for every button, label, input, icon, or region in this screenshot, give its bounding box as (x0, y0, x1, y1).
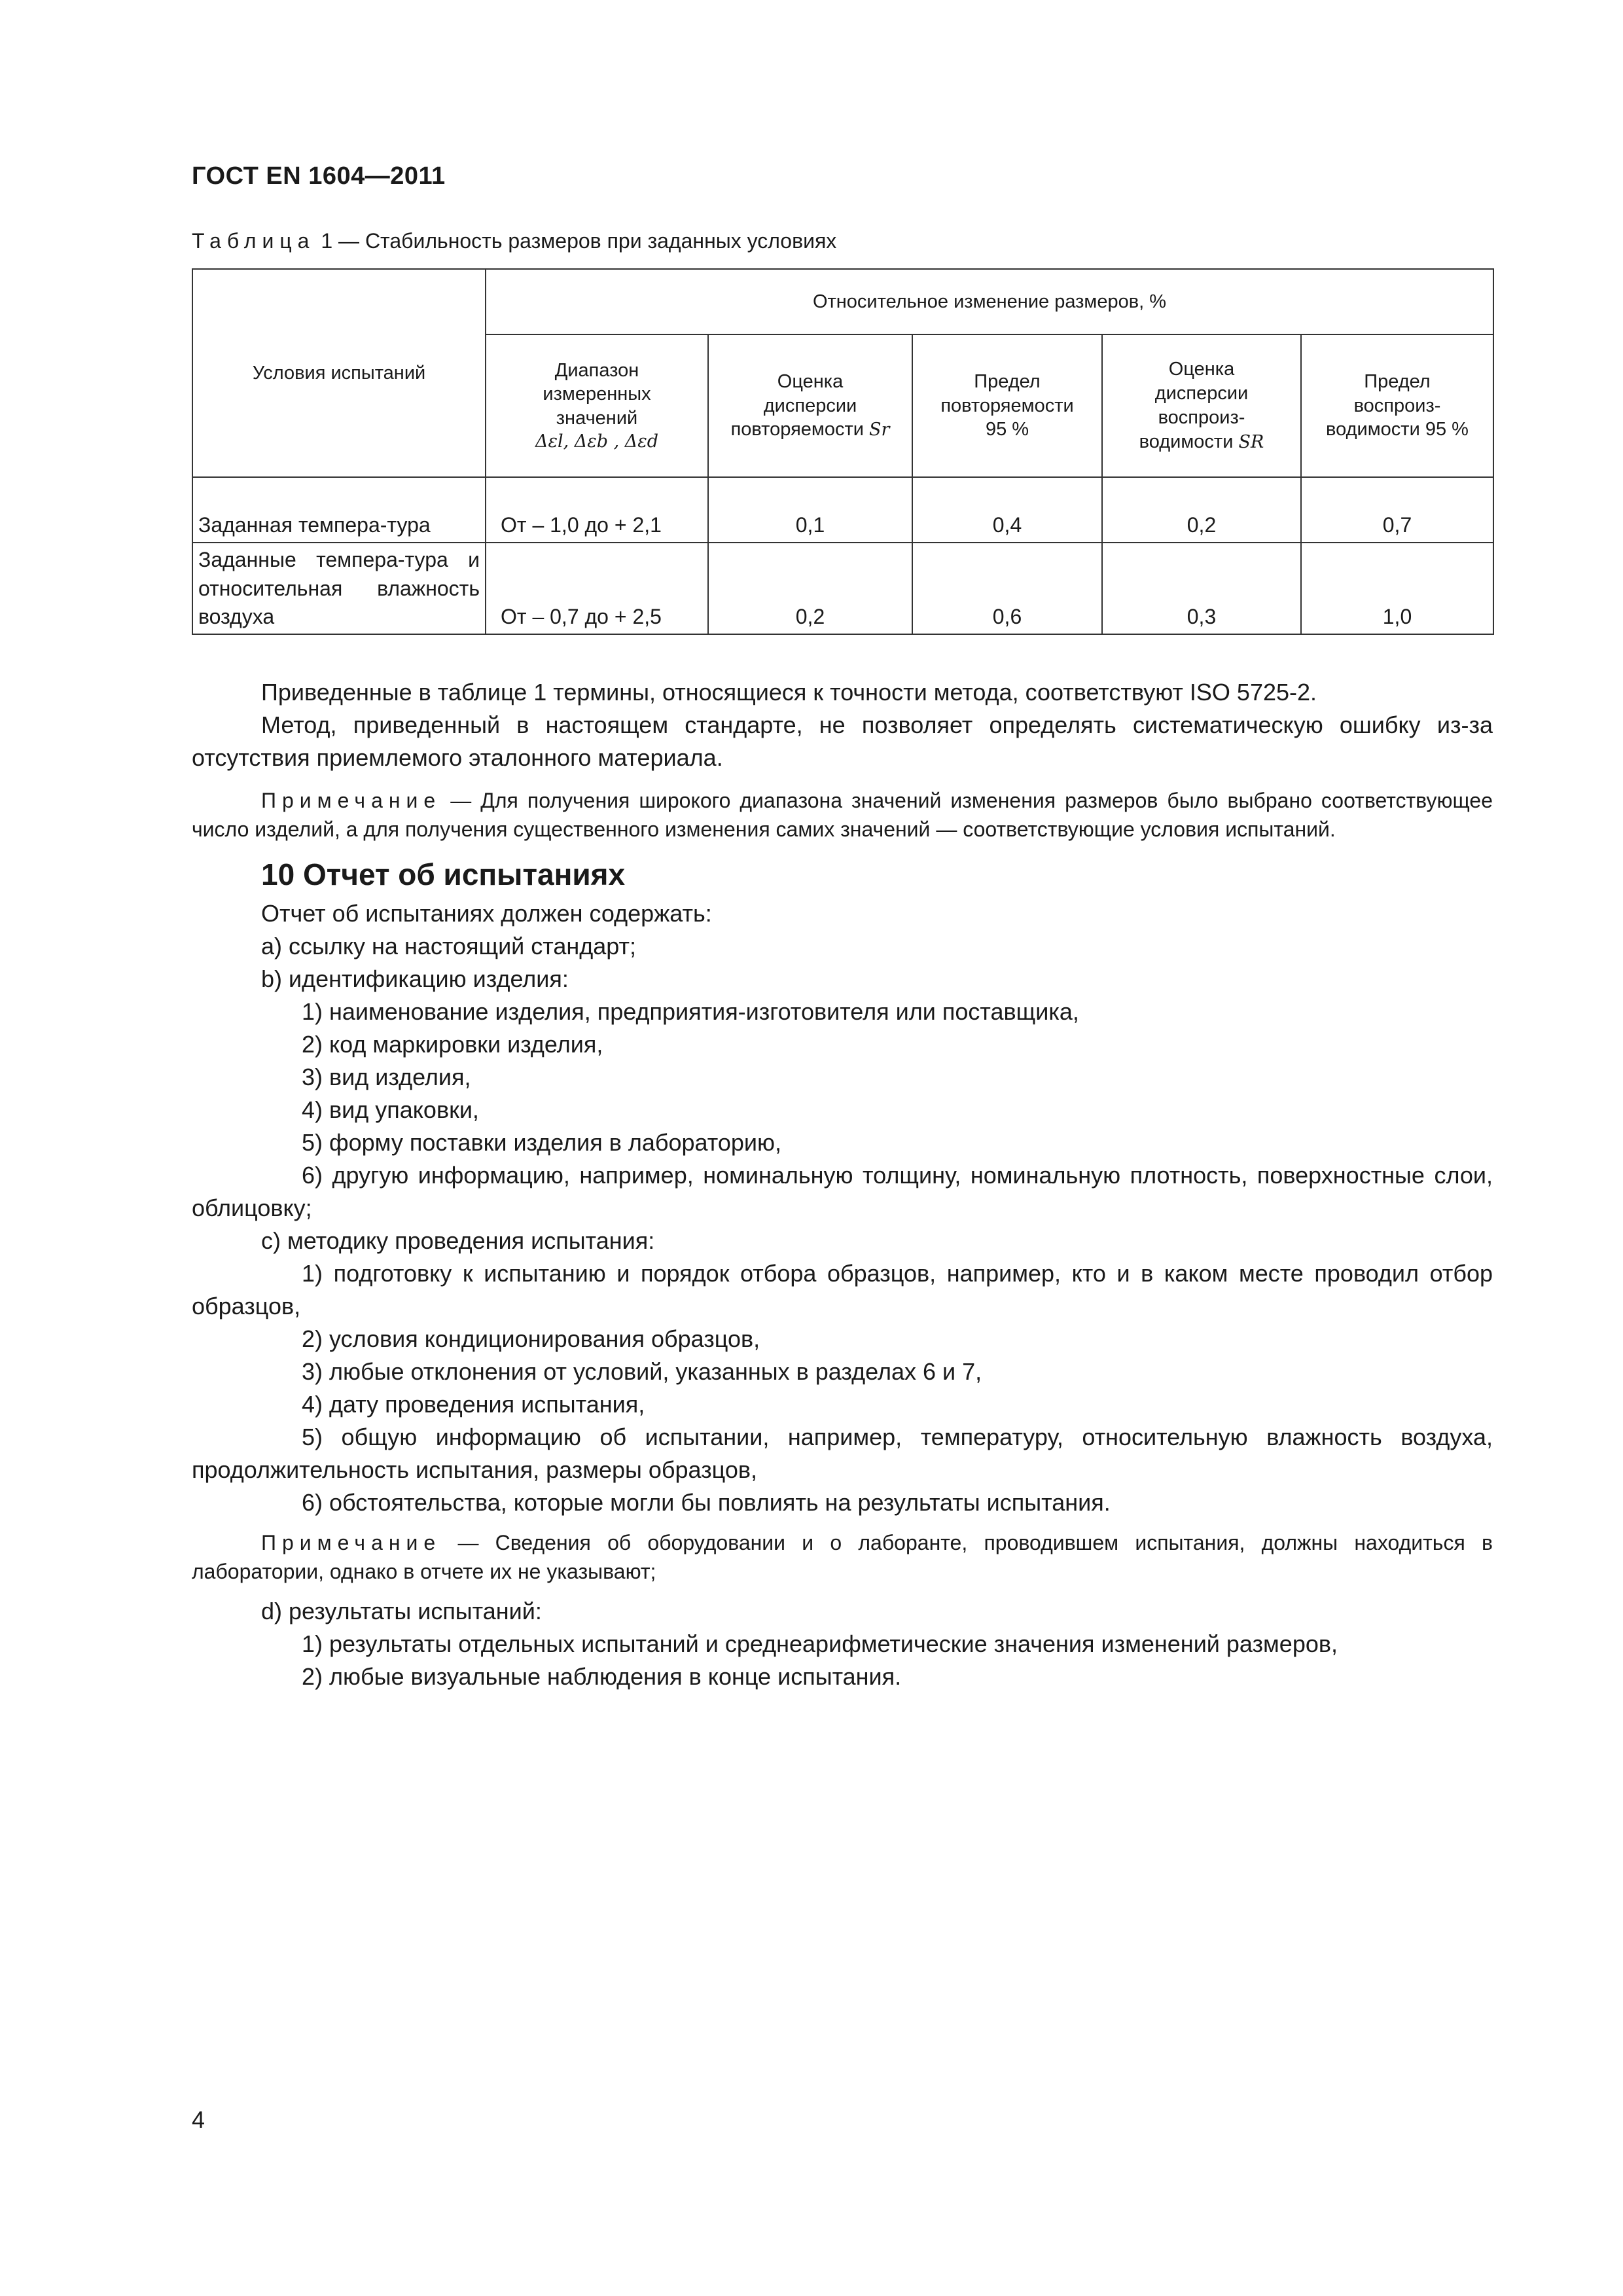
page-number: 4 (192, 2106, 205, 2133)
cell-range: От – 0,7 до + 2,5 (486, 543, 708, 634)
col-header-sr: Оценка дисперсии повторяемости Sr (708, 334, 912, 477)
table-row (192, 477, 1493, 543)
cell-sr: 0,2 (708, 543, 912, 634)
list-item: 1) результаты отдельных испытаний и среднеарифметические значения изменений размеров, (302, 1630, 1338, 1657)
col-header-group: Относительное изменение размеров, % (486, 269, 1493, 334)
list-item: 3) любые отклонения от условий, указанных в разделах 6 и 7, (302, 1358, 982, 1385)
cell-R95: 0,7 (1301, 477, 1493, 543)
list-item: c) методику проведения испытания: (261, 1227, 655, 1254)
note: Примечание — Для получения широкого диапазона значений изменения размеров было выбрано соответствующее число изделий, а для получения существенного изменения самих значений — соответствующие условия испытаний. (192, 789, 1493, 841)
section-title: 10 Отчет об испытаниях (261, 857, 626, 891)
table-caption (192, 229, 836, 253)
paragraph: Отчет об испытаниях должен содержать: (261, 900, 712, 927)
cell-condition: Заданная темпера-тура (192, 477, 486, 543)
cell-sR: 0,2 (1102, 477, 1301, 543)
cell-sr: 0,1 (708, 477, 912, 543)
list-item: 6) обстоятельства, которые могли бы повлиять на результаты испытания. (302, 1489, 1111, 1516)
col-header-sR: Оценка дисперсии воспроиз- водимости SR (1102, 334, 1301, 477)
list-item: d) результаты испытаний: (261, 1598, 542, 1624)
list-item: 1) подготовку к испытанию и порядок отбора образцов, например, кто и в каком месте проводил отбор образцов, (192, 1260, 1493, 1319)
list-item: 2) условия кондиционирования образцов, (302, 1325, 760, 1352)
col-header-range: Диапазон измеренных значений Δεl, Δεb , Δεd (486, 334, 708, 477)
cell-r95: 0,6 (912, 543, 1102, 634)
list-item: 2) код маркировки изделия, (302, 1031, 603, 1058)
list-item: 1) наименование изделия, предприятия-изготовителя или поставщика, (302, 998, 1079, 1025)
list-item: b) идентификацию изделия: (261, 965, 569, 992)
col-header-r95: Предел повторяемости 95 % (912, 334, 1102, 477)
list-item: 4) вид упаковки, (302, 1096, 479, 1123)
cell-condition: Заданные темпера-тура и относительная влажность воздуха (192, 543, 486, 634)
paragraph: Метод, приведенный в настоящем стандарте, не позволяет определять систематическую ошибку из-за отсутствия приемлемого эталонного материала. (192, 711, 1493, 771)
cell-R95: 1,0 (1301, 543, 1493, 634)
list-item: 3) вид изделия, (302, 1064, 471, 1090)
paragraph: Приведенные в таблице 1 термины, относящиеся к точности метода, соответствуют ISO 5725-2. (261, 679, 1317, 706)
note-label: Примечание (261, 1531, 442, 1554)
list-item: 2) любые визуальные наблюдения в конце испытания. (302, 1663, 902, 1690)
stability-table (192, 268, 1494, 635)
list-item: 4) дату проведения испытания, (302, 1391, 645, 1418)
table-caption-word: Таблица (192, 229, 315, 253)
list-item: 5) форму поставки изделия в лабораторию, (302, 1129, 781, 1156)
list-item: a) ссылку на настоящий стандарт; (261, 933, 637, 960)
table-caption-text: 1 — Стабильность размеров при заданных условиях (315, 229, 837, 253)
note: Примечание — Сведения об оборудовании и о лаборанте, проводившем испытания, должны находиться в лаборатории, однако в отчете их не указывают; (192, 1531, 1493, 1583)
range-symbols: Δεl, Δεb , Δεd (535, 431, 659, 452)
document-body (192, 676, 1493, 1693)
cell-sR: 0,3 (1102, 543, 1301, 634)
note-label: Примечание (261, 789, 442, 812)
cell-r95: 0,4 (912, 477, 1102, 543)
cell-range: От – 1,0 до + 2,1 (486, 477, 708, 543)
list-item: 5) общую информацию об испытании, например, температуру, относительную влажность воздуха, продолжительность испытания, размеры образцов, (192, 1424, 1493, 1483)
document-code: ГОСТ EN 1604—2011 (192, 162, 446, 190)
col-header-R95: Предел воспроиз- водимости 95 % (1301, 334, 1493, 477)
table-row (192, 543, 1493, 634)
col-header-conditions: Условия испытаний (192, 269, 486, 477)
list-item: 6) другую информацию, например, номинальную толщину, номинальную плотность, поверхностные слои, облицовку; (192, 1162, 1493, 1221)
